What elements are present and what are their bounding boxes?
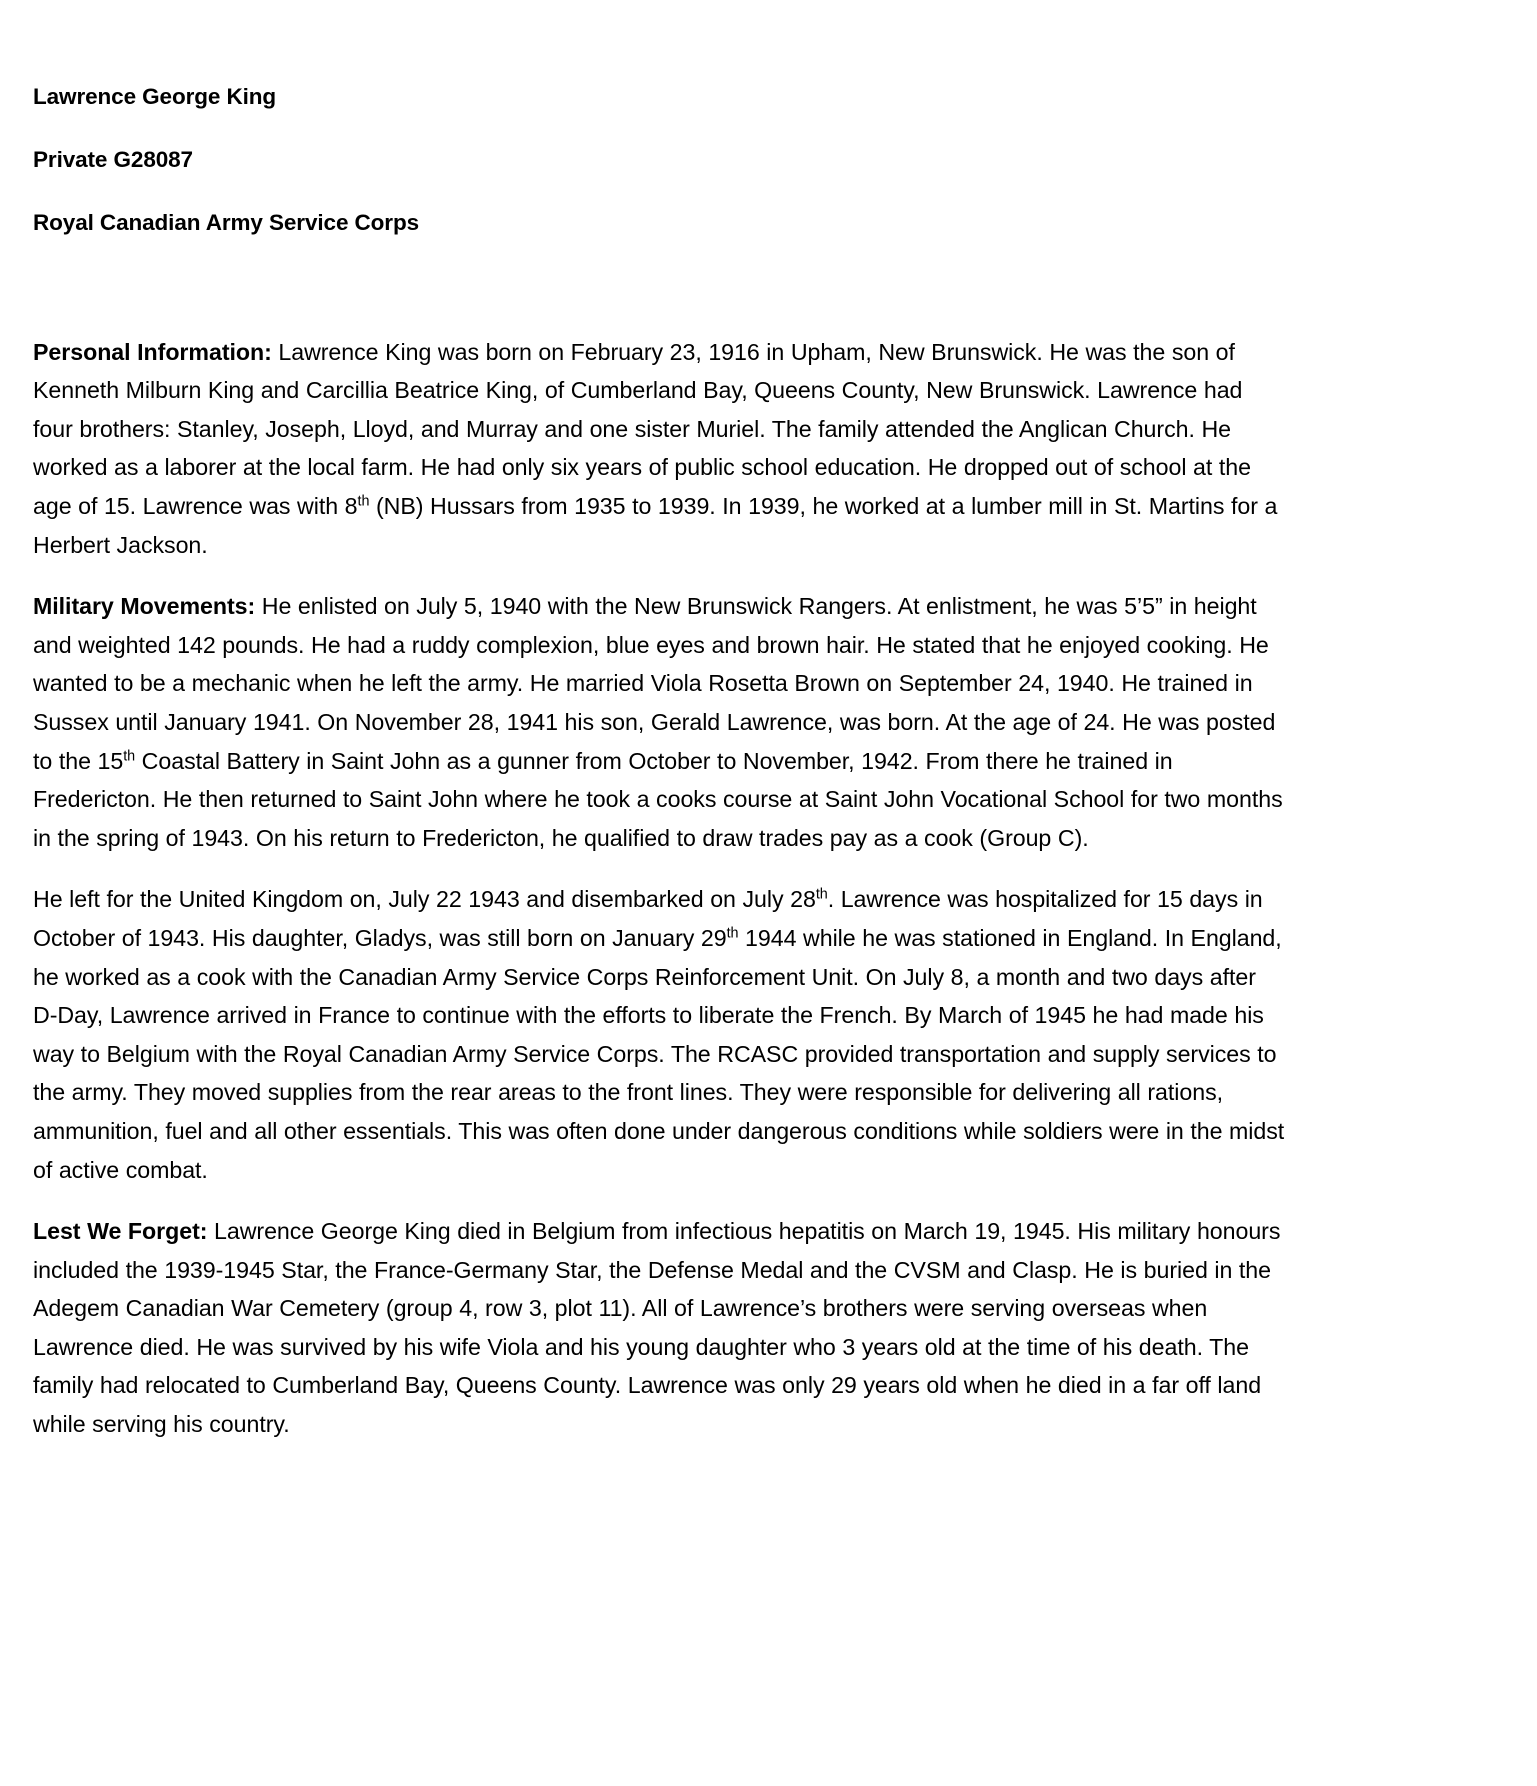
heading-body-spacer — [33, 273, 1286, 333]
ordinal-suffix-8th: th — [357, 493, 370, 510]
personal-information-text-2: (NB) Hussars from 1935 to 1939. In 1939, he worked at a lumber mill in St. Martins for a Herbert Jackson. — [33, 493, 1278, 558]
overseas-service-text-1: He left for the United Kingdom on, July 22 1943 and disembarked on July 28 — [33, 886, 816, 913]
soldier-name-heading: Lawrence George King — [33, 84, 277, 109]
lest-we-forget-text-1: Lawrence George King died in Belgium from infectious hepatitis on March 19, 1945. His military honours included the 1939-1945 Star, the France-Germany Star, the Defense Medal and the CVSM and Clasp. He is buried in the Adegem Canadian War Cemetery (group 4, row 3, plot 11). All of Lawrence’s brothers were serving overseas when Lawrence died. He was survived by his wife Viola and his young daughter who 3 years old at the time of his death. The family had relocated to Cumberland Bay, Queens County. Lawrence was only 29 years old when he died in a far off land while serving his country. — [33, 1218, 1281, 1438]
lest-we-forget-paragraph — [33, 1212, 1286, 1444]
lest-we-forget-label: Lest We Forget: — [33, 1218, 208, 1245]
military-movements-text-2: Coastal Battery in Saint John as a gunner from October to November, 1942. From there he trained in Fredericton. He then returned to Saint John where he took a cooks course at Saint John Vocational School for two months in the spring of 1943. On his return to Fredericton, he qualified to draw trades pay as a cook (Group C). — [33, 747, 1283, 851]
ordinal-suffix-15th: th — [123, 747, 136, 764]
military-movements-paragraph — [33, 587, 1286, 857]
ordinal-suffix-29th: th — [726, 925, 739, 942]
personal-information-text-1: Lawrence King was born on February 23, 1916 in Upham, New Brunswick. He was the son of Kenneth Milburn King and Carcillia Beatrice King, of Cumberland Bay, Queens County, New Brunswick. Lawrence had four brothers: Stanley, Joseph, Lloyd, and Murray and one sister Muriel. The family attended the Anglican Church. He worked as a laborer at the local farm. He had only six years of public school education. He dropped out of school at the age of 15. Lawrence was with 8 — [33, 338, 1251, 519]
unit-heading: Royal Canadian Army Service Corps — [33, 209, 420, 235]
document-body — [33, 84, 1286, 1444]
military-movements-label: Military Movements: — [33, 593, 256, 620]
military-movements-text-1: He enlisted on July 5, 1940 with the New Brunswick Rangers. At enlistment, he was 5’5” in height and weighted 142 pounds. He had a ruddy complexion, blue eyes and brown hair. He stated that he enjoyed cooking. He wanted to be a mechanic when he left the army. He married Viola Rosetta Brown on September 24, 1940. He trained in Sussex until January 1941. On November 28, 1941 his son, Gerald Lawrence, was born. At the age of 24. He was posted to the 15 — [33, 593, 1276, 774]
overseas-service-text-3: 1944 while he was stationed in England. In England, he worked as a cook with the Canadian Army Service Corps Reinforcement Unit. On July 8, a month and two days after D-Day, Lawrence arrived in France to continue with the efforts to liberate the French. By March of 1945 he had made his way to Belgium with the Royal Canadian Army Service Corps. The RCASC provided transportation and supply services to the army. They moved supplies from the rear areas to the front lines. They were responsible for delivering all rations, ammunition, fuel and all other essentials. This was often done under dangerous conditions while soldiers were in the midst of active combat. — [33, 924, 1285, 1183]
personal-information-label: Personal Information: — [33, 338, 272, 365]
overseas-service-paragraph — [33, 880, 1286, 1189]
overseas-service-text-2: . Lawrence was hospitalized for 15 days in October of 1943. His daughter, Gladys, was still born on January 29 — [33, 886, 1263, 951]
ordinal-suffix-28th: th — [815, 886, 828, 903]
rank-and-service-number-heading: Private G28087 — [33, 146, 193, 172]
personal-information-paragraph — [33, 333, 1286, 565]
